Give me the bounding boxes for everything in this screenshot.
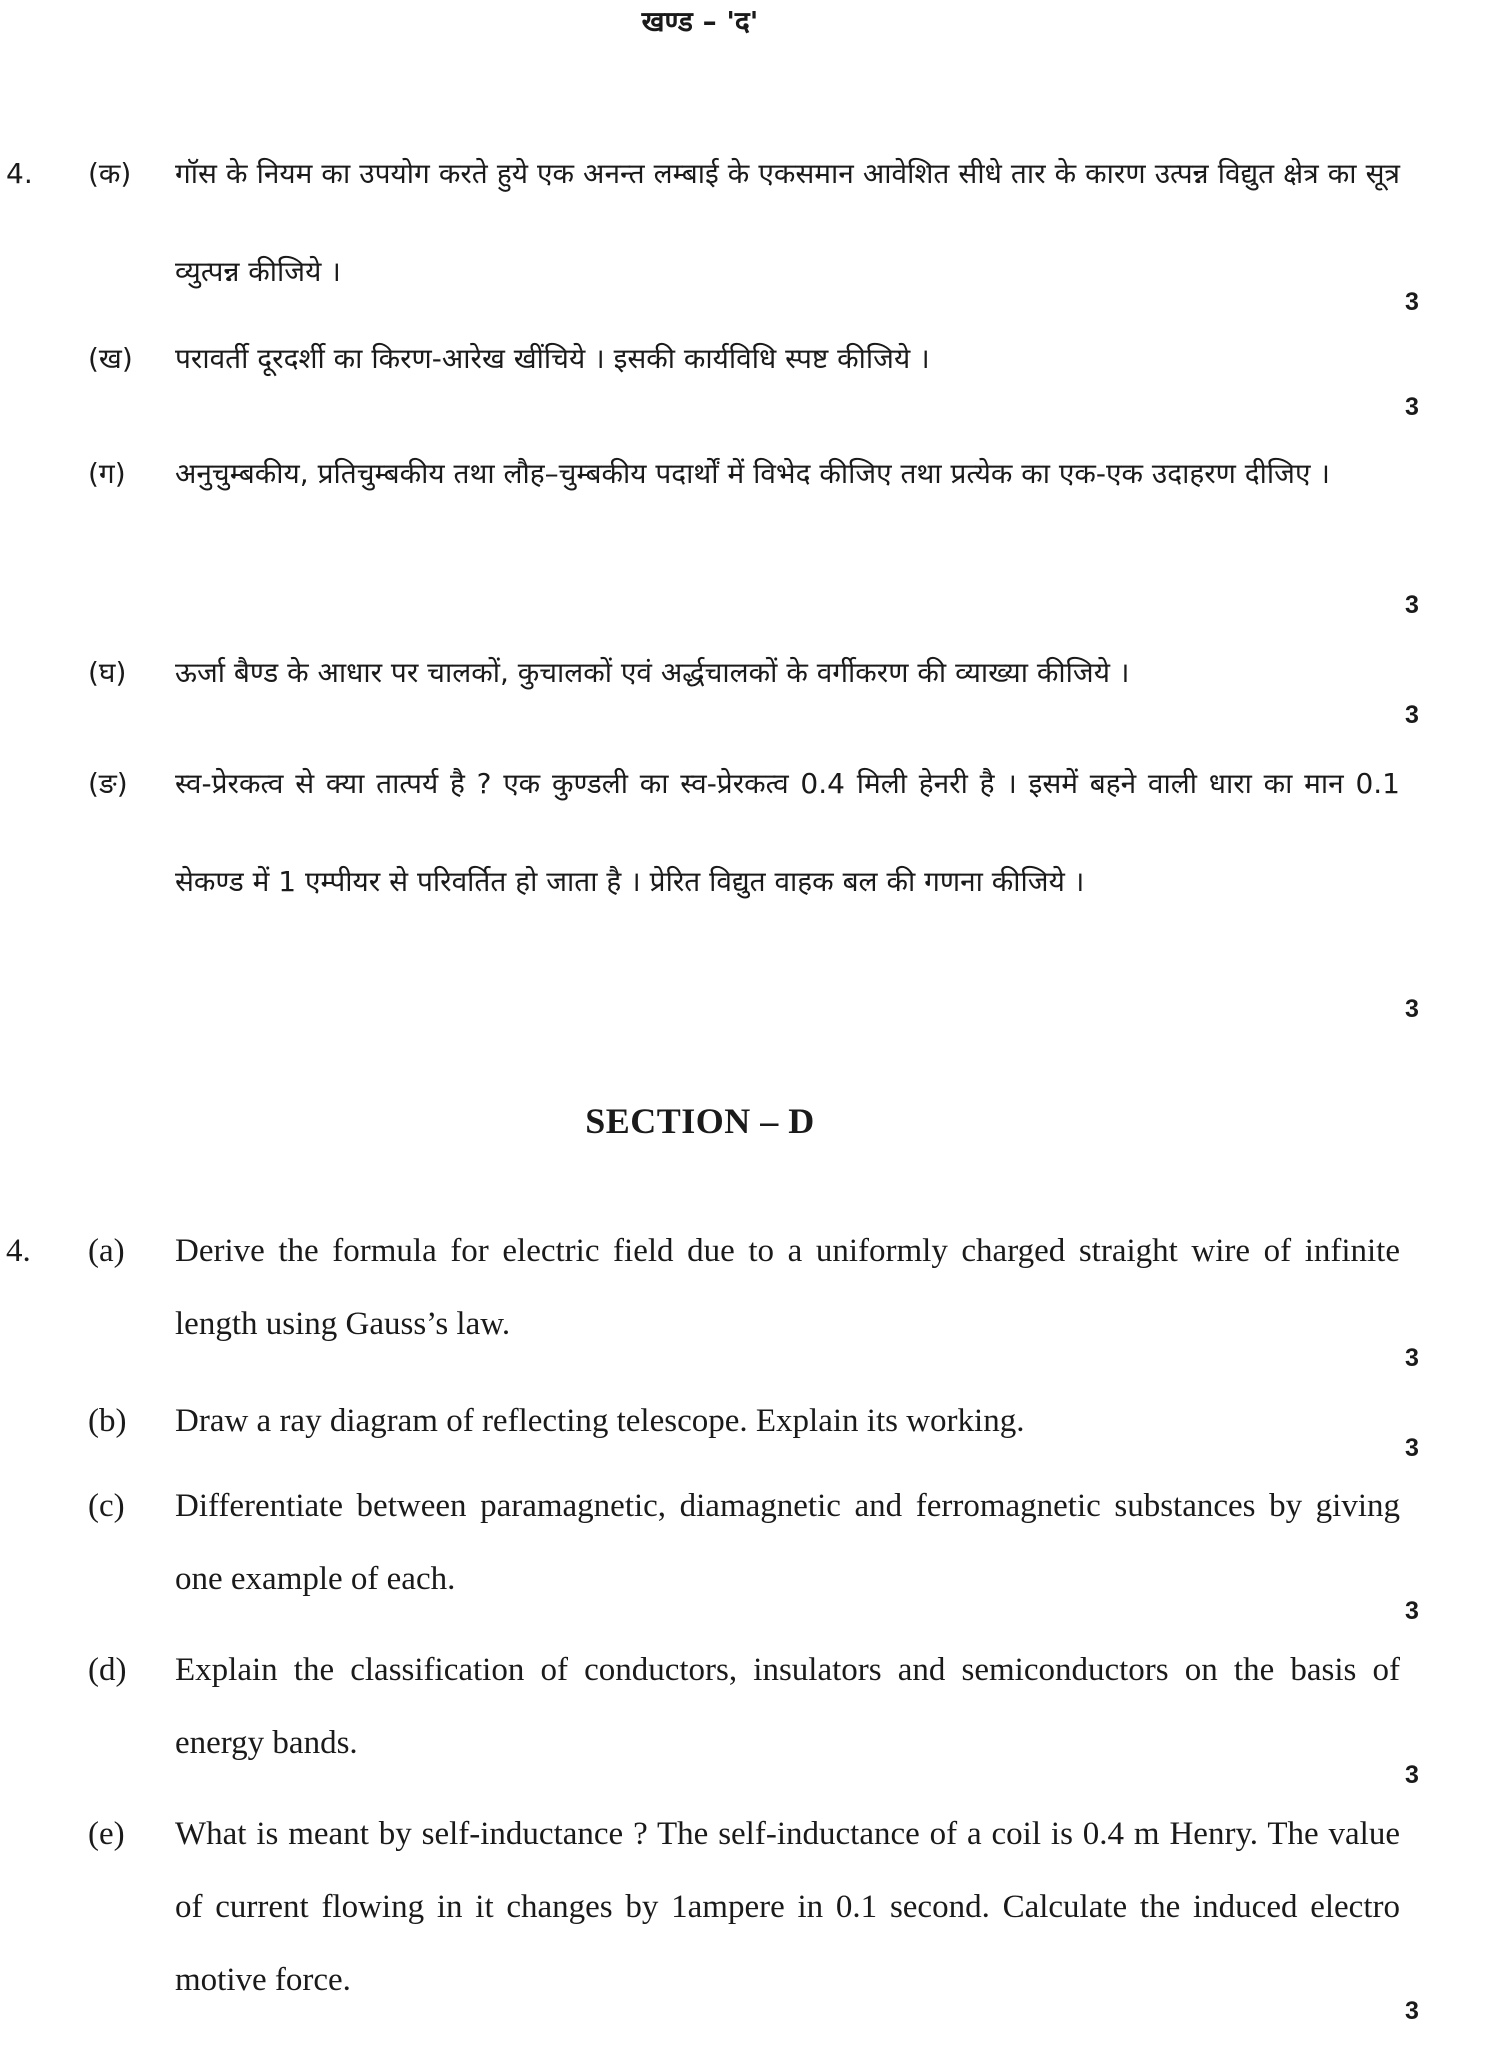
hindi-item-label: (घ) [88,656,127,689]
hindi-item-marks: 3 [1405,591,1419,619]
english-item-marks: 3 [1405,1597,1419,1625]
english-item-marks: 3 [1405,1344,1419,1372]
hindi-item-label: (ग) [88,457,126,490]
english-section-title: SECTION – D [585,1101,815,1141]
hindi-section-title: खण्ड – 'द' [641,5,759,38]
english-item-text: Draw a ray diagram of reflecting telescope. Explain its working. [175,1403,1025,1439]
hindi-item-marks: 3 [1405,995,1419,1023]
english-item-label: (e) [88,1816,125,1852]
english-item-label: (d) [88,1652,127,1688]
hindi-item-text: अनुचुम्बकीय, प्रतिचुम्बकीय तथा लौह–चुम्बकीय पदार्थों में विभेद कीजिए तथा प्रत्येक का एक-एक उदाहरण दीजिए । [175,457,1330,490]
english-item-label: (b) [88,1403,127,1439]
hindi-item-text: गॉस के नियम का उपयोग करते हुये एक अनन्त लम्बाई के एकसमान आवेशित सीधे तार के कारण उत्पन्न विद्युत क्षेत्र का सूत्र व्युत्पन्न कीजिये । [175,157,1400,288]
hindi-item-marks: 3 [1405,393,1419,421]
english-question-number: 4. [6,1233,31,1269]
english-item-text: Explain the classification of conductors, insulators and semiconductors on the basis of energy bands. [175,1652,1400,1761]
hindi-item-label: (क) [88,157,132,190]
english-item-text: Differentiate between paramagnetic, diamagnetic and ferromagnetic substances by giving one example of each. [175,1488,1400,1597]
hindi-item-label: (ङ) [88,767,128,800]
english-item-marks: 3 [1405,1434,1419,1462]
english-item-marks: 3 [1405,1761,1419,1789]
hindi-item-label: (ख) [88,342,133,375]
english-item-marks: 3 [1405,1997,1419,2025]
hindi-question-number: 4. [6,157,33,190]
hindi-item-text: परावर्ती दूरदर्शी का किरण-आरेख खींचिये । इसकी कार्यविधि स्पष्ट कीजिये । [175,342,930,375]
hindi-item-text: ऊर्जा बैण्ड के आधार पर चालकों, कुचालकों एवं अर्द्धचालकों के वर्गीकरण की व्याख्या कीजिये । [175,656,1130,689]
english-item-label: (c) [88,1488,125,1524]
hindi-item-text: स्व-प्रेरकत्व से क्या तात्पर्य है ? एक कुण्डली का स्व-प्रेरकत्व 0.4 मिली हेनरी है । इसमें बहने वाली धारा का मान 0.1 सेकण्ड में 1 एम्पीयर से परिवर्तित हो जाता है । प्रेरित विद्युत वाहक बल की गणना कीजिये । [175,767,1400,898]
english-item-label: (a) [88,1233,125,1269]
hindi-item-marks: 3 [1405,701,1419,729]
hindi-item-marks: 3 [1405,288,1419,316]
english-item-text: Derive the formula for electric field due to a uniformly charged straight wire of infinite length using Gauss’s law. [175,1233,1400,1342]
english-item-text: What is meant by self-inductance ? The self-inductance of a coil is 0.4 m Henry. The value of current flowing in it changes by 1ampere in 0.1 second. Calculate the induced electro motive force. [175,1816,1400,1998]
